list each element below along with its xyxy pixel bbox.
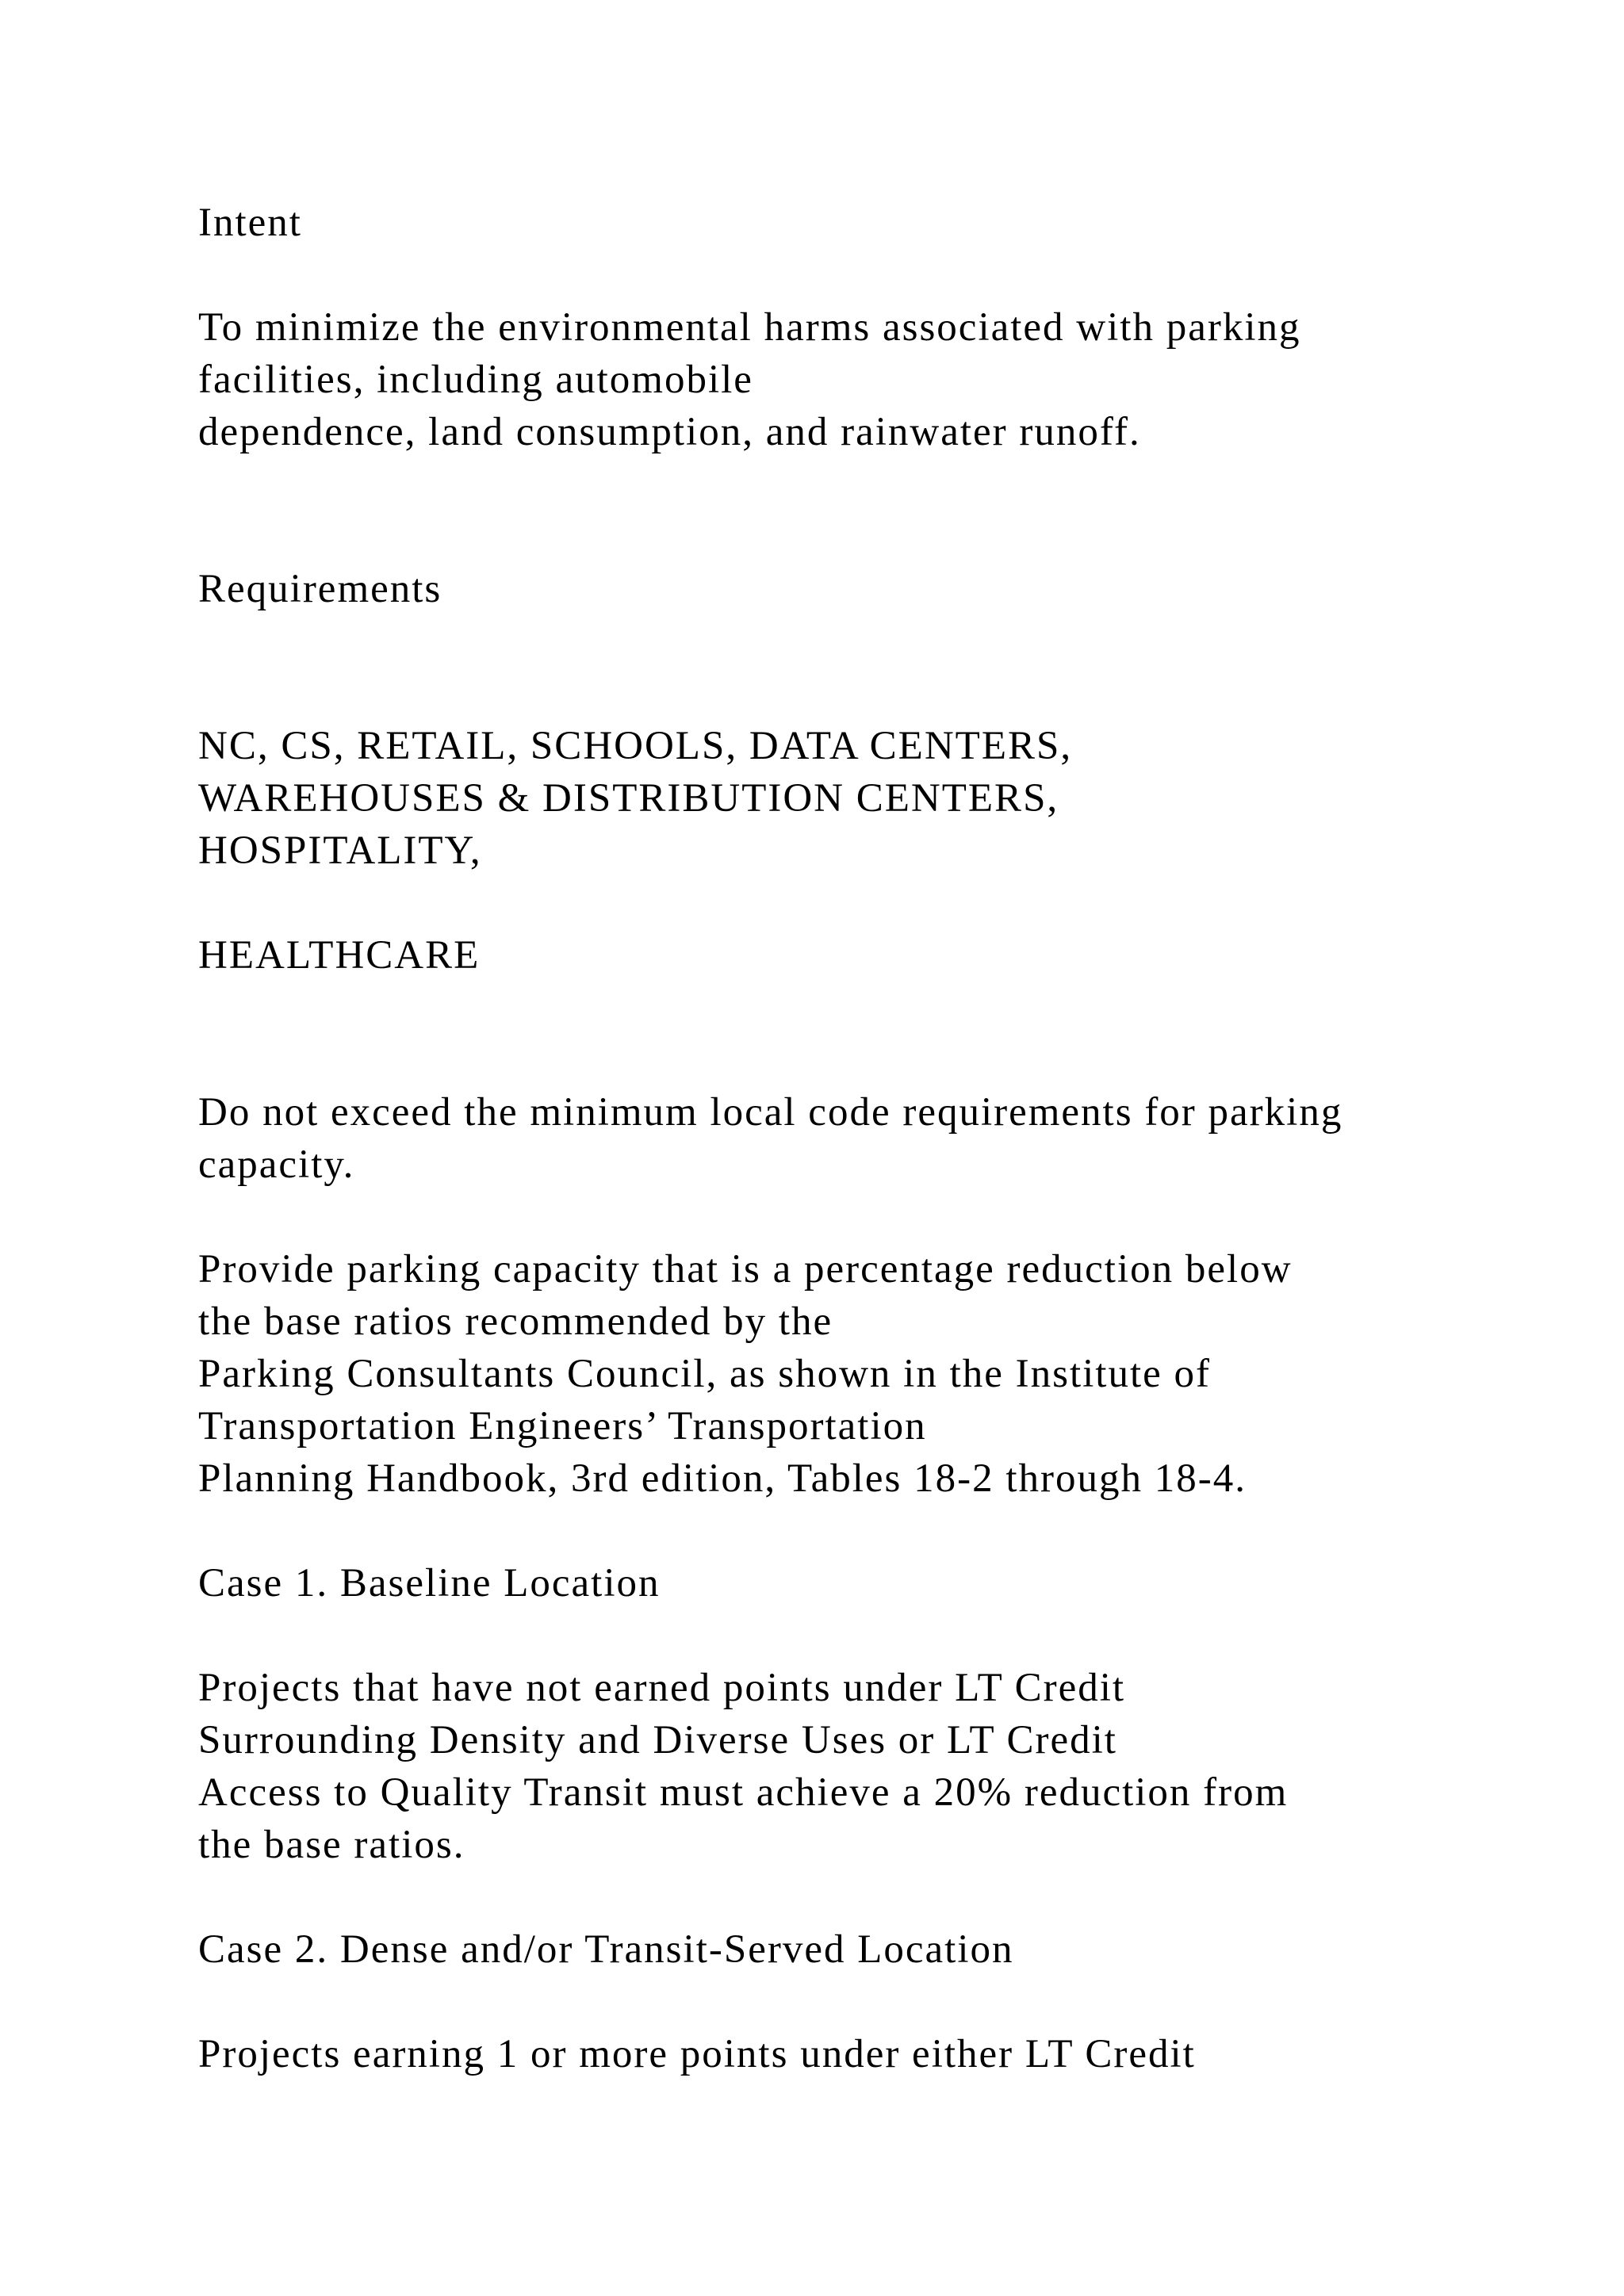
intent-line-2: facilities, including automobile (198, 358, 753, 402)
case2-line-1: Projects earning 1 or more points under either LT Credit (198, 2032, 1196, 2076)
reduction-line-5: Planning Handbook, 3rd edition, Tables 18-2 through 18-4. (198, 1456, 1247, 1501)
code-requirement-line-1: Do not exceed the minimum local code requirements for parking (198, 1090, 1343, 1135)
project-types-line-1: NC, CS, RETAIL, SCHOOLS, DATA CENTERS, (198, 724, 1073, 768)
intent-line-1: To minimize the environmental harms associated with parking (198, 305, 1301, 350)
case1-line-2: Surrounding Density and Diverse Uses or LT Credit (198, 1718, 1117, 1762)
project-types-line-3: HOSPITALITY, (198, 828, 482, 873)
reduction-line-3: Parking Consultants Council, as shown in the Institute of (198, 1352, 1212, 1396)
reduction-line-4: Transportation Engineers’ Transportation (198, 1404, 927, 1448)
case1-line-3: Access to Quality Transit must achieve a 20% reduction from (198, 1770, 1289, 1815)
requirements-heading: Requirements (198, 567, 442, 611)
code-requirement-line-2: capacity. (198, 1142, 355, 1187)
case1-line-1: Projects that have not earned points under LT Credit (198, 1666, 1126, 1710)
intent-line-3: dependence, land consumption, and rainwater runoff. (198, 410, 1141, 454)
case2-heading: Case 2. Dense and/or Transit-Served Location (198, 1927, 1014, 1972)
reduction-line-1: Provide parking capacity that is a percentage reduction below (198, 1247, 1293, 1292)
case1-line-4: the base ratios. (198, 1823, 465, 1867)
healthcare-label: HEALTHCARE (198, 933, 481, 978)
case1-heading: Case 1. Baseline Location (198, 1561, 661, 1605)
intent-heading: Intent (198, 201, 302, 245)
reduction-line-2: the base ratios recommended by the (198, 1299, 833, 1344)
project-types-line-2: WAREHOUSES & DISTRIBUTION CENTERS, (198, 776, 1059, 821)
